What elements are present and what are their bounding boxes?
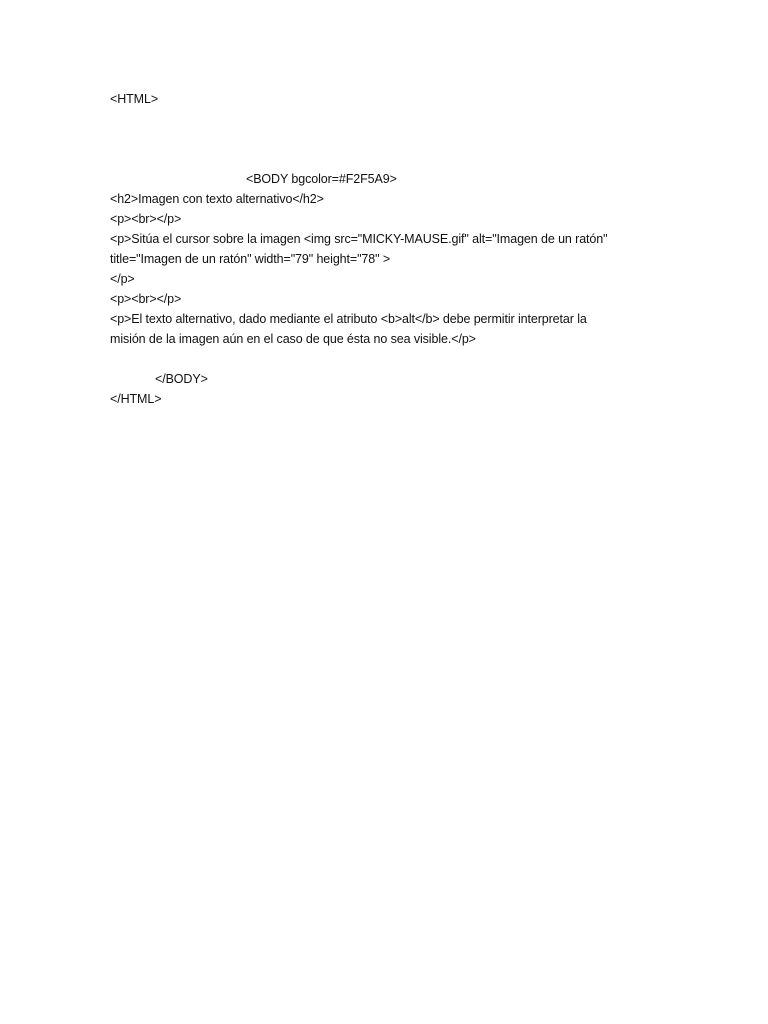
blank-line [110, 149, 670, 169]
blank-line [110, 109, 670, 129]
p-situa-line-1: <p>Sitúa el cursor sobre la imagen <img src="MICKY-MAUSE.gif" alt="Imagen de un ratón" [110, 232, 608, 246]
html-open-line: <HTML> [110, 92, 159, 106]
p-br-line: <p><br></p> [110, 212, 182, 226]
p-situa-line-2: title="Imagen de un ratón" width="79" height="78" > [110, 252, 391, 266]
blank-line [110, 349, 670, 369]
p-texto-line-1: <p>El texto alternativo, dado mediante el atributo <b>alt</b> debe permitir interpretar la [110, 312, 587, 326]
html-close-line: </HTML> [110, 392, 162, 406]
body-open-line: <BODY bgcolor=#F2F5A9> [246, 172, 397, 186]
p-br-line: <p><br></p> [110, 292, 182, 306]
blank-line [110, 129, 670, 149]
document-body [110, 89, 670, 409]
body-close-line: </BODY> [155, 372, 208, 386]
p-close-line: </p> [110, 272, 135, 286]
h2-line: <h2>Imagen con texto alternativo</h2> [110, 192, 324, 206]
p-texto-line-2: misión de la imagen aún en el caso de que ésta no sea visible.</p> [110, 332, 476, 346]
